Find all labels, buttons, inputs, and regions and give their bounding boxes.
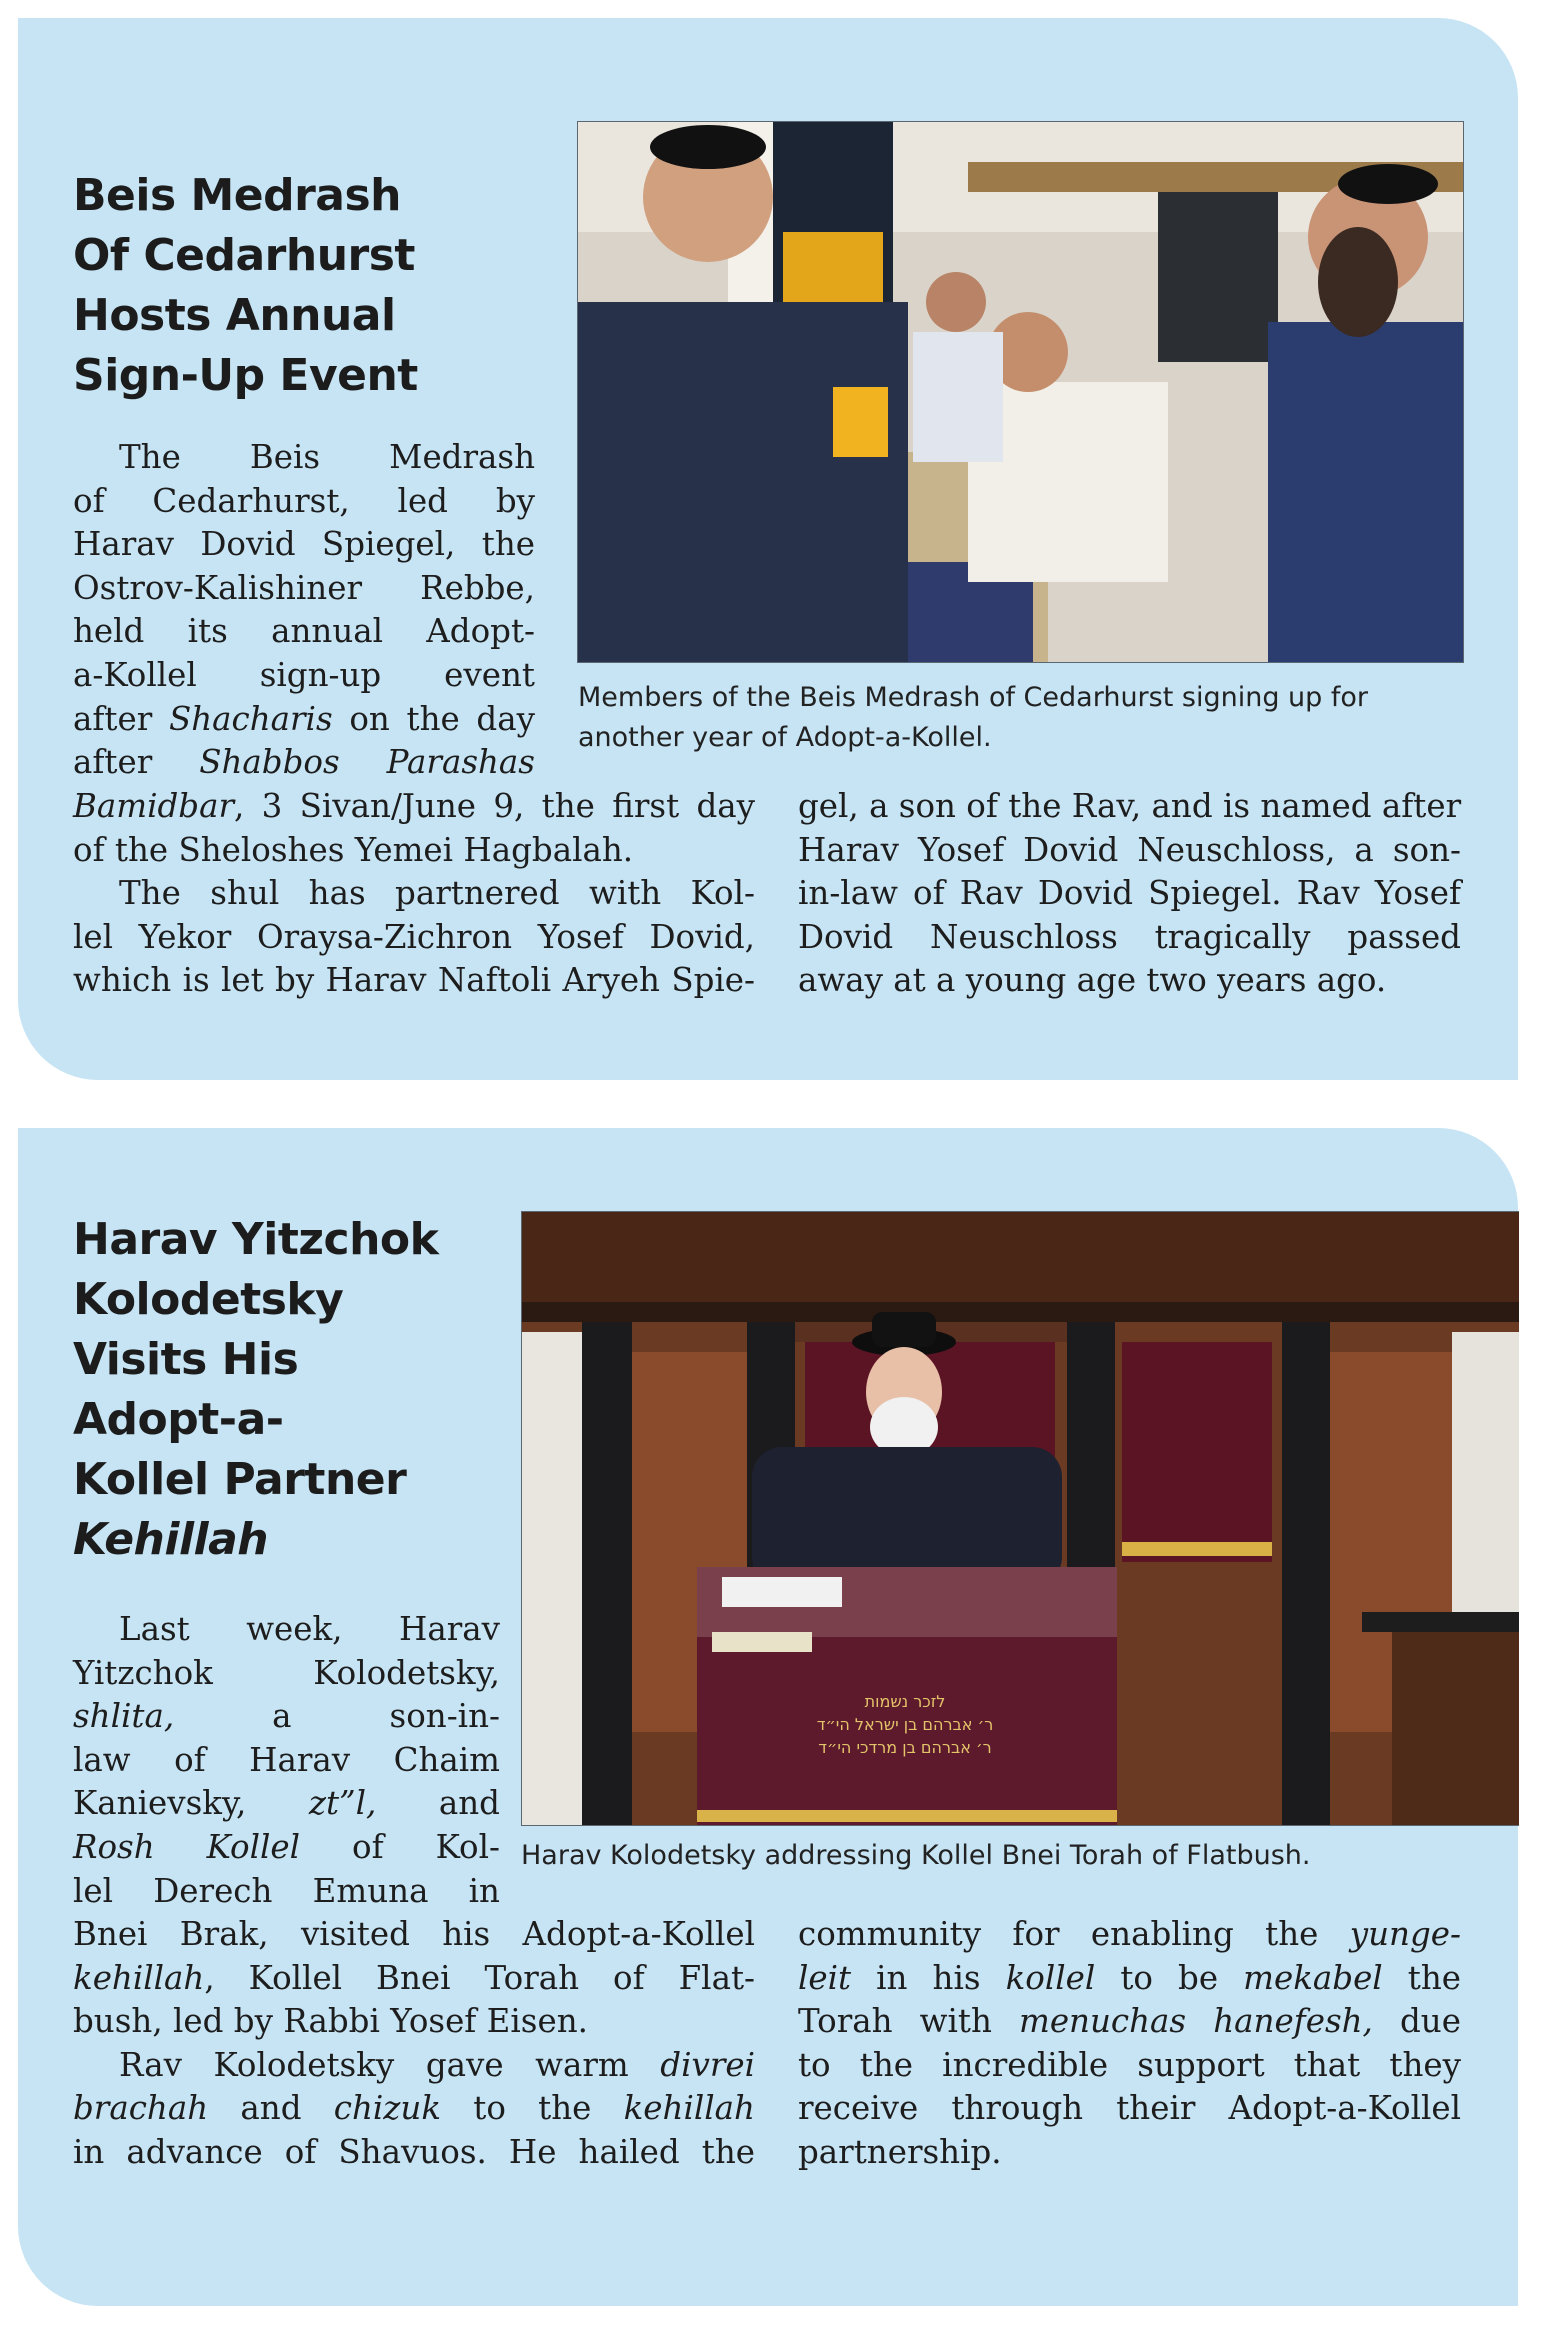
body-line: of Cedarhurst, led by xyxy=(73,481,535,520)
article-panel-2 xyxy=(18,1128,1518,2306)
plaque-line: ר׳ אברהם בן ישראל הי״ד xyxy=(816,1715,994,1734)
body-line: a-Kollel sign-up event xyxy=(73,655,535,694)
body-line: partnership. xyxy=(798,2132,1002,2171)
body-line: Harav Yosef Dovid Neuschloss, a son- xyxy=(798,830,1461,869)
body-line: Rosh Kollel of Kol- xyxy=(73,1827,500,1866)
headline-line: Hosts Annual xyxy=(73,290,396,341)
caption-line: Members of the Beis Medrash of Cedarhurst signing up for xyxy=(578,682,1369,713)
article-panel-1 xyxy=(18,18,1518,1080)
shul-photo xyxy=(522,1212,1519,1825)
article1-body-right xyxy=(798,785,1461,1003)
body-line: kehillah, Kollel Bnei Torah of Flat- xyxy=(73,1958,755,1997)
article2-body-right xyxy=(798,1913,1461,2175)
signup-event-photo xyxy=(578,122,1463,662)
article2-photo xyxy=(521,1211,1519,1826)
article2-body-left-bottom xyxy=(73,1913,755,2175)
body-line: Bnei Brak, visited his Adopt-a-Kollel xyxy=(73,1915,755,1953)
body-line: after Shacharis on the day xyxy=(73,699,535,738)
body-line: The Beis Medrash xyxy=(119,438,535,476)
body-line: bush, led by Rabbi Yosef Eisen. xyxy=(73,2002,588,2041)
body-line: Harav Dovid Spiegel, the xyxy=(73,525,535,564)
headline-line: Harav Yitzchok xyxy=(73,1214,439,1265)
article1-photo xyxy=(577,121,1464,663)
body-line: Yitzchok Kolodetsky, xyxy=(73,1653,500,1692)
body-line: to the incredible support that they xyxy=(798,2045,1461,2084)
body-line: Ostrov-Kalishiner Rebbe, xyxy=(73,568,535,607)
headline-line: Visits His xyxy=(73,1334,299,1385)
body-line: which is let by Harav Naftoli Aryeh Spie- xyxy=(73,961,755,1000)
body-line: brachah and chizuk to the kehillah xyxy=(73,2089,755,2128)
headline-line: Of Cedarhurst xyxy=(73,230,415,281)
body-line: receive through their Adopt-a-Kollel xyxy=(798,2089,1461,2128)
body-line: held its annual Adopt- xyxy=(73,612,535,651)
caption-line: another year of Adopt-a-Kollel. xyxy=(578,722,992,753)
body-line: Last week, Harav xyxy=(119,1610,500,1648)
article1-headline xyxy=(73,166,418,406)
headline-line: Sign-Up Event xyxy=(73,350,418,401)
body-line: lel Derech Emuna in xyxy=(73,1871,500,1910)
body-line: of the Sheloshes Yemei Hagbalah. xyxy=(73,830,634,869)
article1-body-left-top xyxy=(73,436,535,785)
body-line: away at a young age two years ago. xyxy=(798,961,1387,1000)
body-line: The shul has partnered with Kol- xyxy=(119,874,755,913)
body-line: Torah with menuchas hanefesh, due xyxy=(798,2002,1461,2041)
body-line: shlita, a son-in- xyxy=(73,1697,500,1736)
body-line: Rav Kolodetsky gave warm divrei xyxy=(119,2045,755,2084)
article2-headline xyxy=(73,1210,438,1570)
headline-line: Kollel Partner xyxy=(73,1454,407,1505)
body-line: law of Harav Chaim xyxy=(73,1740,500,1779)
body-line: gel, a son of the Rav, and is named after xyxy=(798,787,1462,825)
body-line: Kanievsky, zt”l, and xyxy=(73,1784,500,1823)
article1-caption xyxy=(578,678,1478,758)
plaque-line: לזכר נשמות xyxy=(864,1692,946,1711)
body-line: Dovid Neuschloss tragically passed xyxy=(798,917,1461,956)
headline-line: Beis Medrash xyxy=(73,170,401,221)
body-line: in advance of Shavuos. He hailed the xyxy=(73,2132,755,2171)
plaque-line: ר׳ אברהם בן מרדכי הי״ד xyxy=(818,1738,992,1757)
body-line: lel Yekor Oraysa-Zichron Yosef Dovid, xyxy=(73,917,755,956)
body-line: leit in his kollel to be mekabel the xyxy=(798,1958,1461,1997)
headline-line: Kehillah xyxy=(73,1514,269,1565)
article2-caption: Harav Kolodetsky addressing Kollel Bnei Torah of Flatbush. xyxy=(521,1840,1311,1871)
article1-body-left-bottom xyxy=(73,785,755,1003)
headline-line: Adopt-a- xyxy=(73,1394,284,1445)
body-line: Bamidbar, 3 Sivan/June 9, the first day xyxy=(73,787,755,825)
article2-body-left-top xyxy=(73,1608,500,1913)
headline-line: Kolodetsky xyxy=(73,1274,344,1325)
body-line: in-law of Rav Dovid Spiegel. Rav Yosef xyxy=(798,874,1461,913)
body-line: community for enabling the yunge- xyxy=(798,1915,1461,1953)
body-line: after Shabbos Parashas xyxy=(73,743,535,782)
